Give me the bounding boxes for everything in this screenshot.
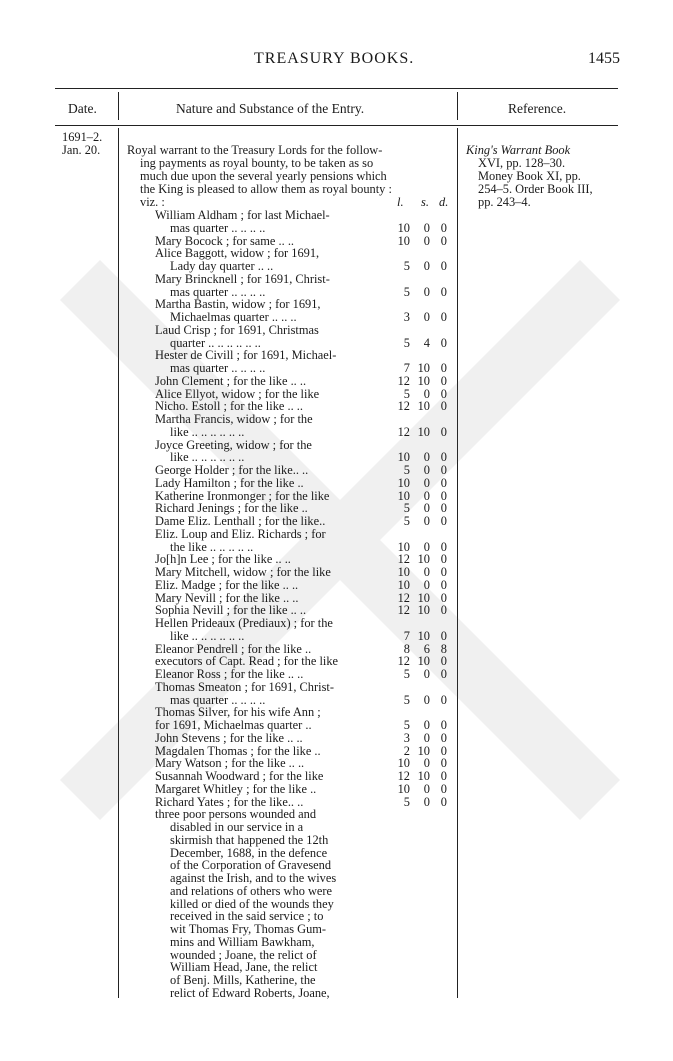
entry-pence: 0 [440, 781, 447, 796]
entry-pence: 0 [440, 577, 447, 592]
watermark-cross [60, 260, 620, 820]
table-top-rule [55, 88, 618, 89]
entry-pence: 0 [440, 603, 447, 618]
entry-pence: 0 [440, 284, 447, 299]
money-head-pounds: l. [397, 195, 404, 209]
entry-shillings: 4 [423, 335, 430, 350]
entry-pence: 0 [440, 259, 447, 273]
entry-text: Jo[h]n Lee ; for the like .. .. [155, 552, 291, 567]
entry-shillings: 0 [423, 692, 430, 707]
entry-pounds: 10 [397, 475, 410, 490]
entry-text: Eleanor Pendrell ; for the like .. [155, 641, 312, 656]
entry-text: Mary Brincknell ; for 1691, Christ- [155, 271, 330, 286]
entry-shillings: 0 [423, 463, 430, 477]
entry-text: like .. .. .. .. .. .. [170, 628, 245, 643]
entry-text: Susannah Woodward ; for the like [155, 769, 324, 783]
entry-text: Alice Ellyot, widow ; for the like [155, 386, 320, 401]
column-divider-reference [457, 92, 458, 120]
entry-pence: 0 [440, 424, 447, 439]
entry-pounds: 12 [397, 603, 410, 618]
entry-text: and relations of others who were [170, 883, 333, 898]
entry-text: mins and William Bawkham, [170, 934, 315, 949]
entry-pence: 0 [440, 514, 447, 528]
entry-text: like .. .. .. .. .. .. [170, 424, 245, 439]
reference-line: Money Book XI, pp. [478, 169, 581, 183]
entry-text: George Holder ; for the like.. .. [155, 463, 309, 477]
entry-pence: 0 [440, 756, 447, 771]
entry-shillings: 0 [423, 667, 430, 681]
entry-text: Richard Yates ; for the like.. .. [155, 794, 304, 809]
entry-text: Eliz. Madge ; for the like .. .. [155, 577, 299, 592]
entry-text: Margaret Whitley ; for the like .. [155, 781, 317, 796]
entry-text: of the Corporation of Gravesend [170, 858, 332, 873]
entry-text: Thomas Silver, for his wife Ann ; [155, 705, 321, 720]
entry-pounds: 12 [397, 399, 410, 414]
running-head-title: TREASURY BOOKS. [254, 50, 415, 67]
entry-pence: 0 [440, 501, 447, 516]
entry-pence: 0 [440, 335, 447, 350]
entry-shillings: 10 [417, 603, 430, 618]
entry-pounds: 5 [403, 463, 410, 477]
entry-pence: 0 [440, 539, 447, 554]
entry-pounds: 12 [397, 654, 410, 669]
entry-pence: 0 [440, 692, 447, 707]
entry-text: Nicho. Estoll ; for the like .. .. [155, 399, 303, 414]
entry-pence: 0 [440, 628, 447, 643]
entry-text: skirmish that happened the 12th [170, 832, 329, 847]
entry-pounds: 10 [397, 233, 410, 248]
entry-pounds: 8 [403, 641, 410, 656]
intro-line: much due upon the several yearly pensions which [140, 169, 387, 183]
entry-pounds: 10 [397, 577, 410, 592]
entry-pence: 0 [440, 399, 447, 414]
entry-pounds: 12 [397, 552, 410, 567]
entry-shillings: 0 [423, 794, 430, 809]
entry-text: quarter .. .. .. .. .. .. [170, 335, 261, 350]
entry-pounds: 5 [403, 692, 410, 707]
entry-pounds: 5 [403, 501, 410, 516]
entry-shillings: 10 [417, 424, 430, 439]
entry-text: John Stevens ; for the like .. .. [155, 730, 303, 745]
entry-text: Thomas Smeaton ; for 1691, Christ- [155, 679, 334, 694]
date-day: Jan. 20. [62, 143, 101, 157]
reference-line: King's Warrant Book [466, 143, 571, 157]
entry-shillings: 0 [423, 488, 430, 503]
entry-shillings: 10 [417, 743, 430, 758]
reference-line: 254–5. Order Book III, [478, 182, 593, 196]
entry-pence: 0 [440, 667, 447, 681]
entry-pounds: 12 [397, 373, 410, 388]
entry-text: William Head, Jane, the relict [170, 960, 318, 975]
entry-text: Eliz. Loup and Eliz. Richards ; for [155, 526, 326, 541]
entry-pounds: 12 [397, 769, 410, 783]
entry-pence: 0 [440, 220, 447, 235]
entry-text: relict of Edward Roberts, Joane, [170, 985, 330, 1000]
entry-pounds: 7 [403, 361, 410, 375]
entry-pence: 0 [440, 386, 447, 401]
entry-shillings: 0 [423, 577, 430, 592]
column-header-date: Date. [68, 101, 97, 116]
entry-shillings: 0 [423, 781, 430, 796]
entry-text: disabled in our service in a [170, 820, 304, 834]
entry-shillings: 0 [423, 730, 430, 745]
entry-shillings: 0 [423, 310, 430, 324]
entry-text: like .. .. .. .. .. .. [170, 450, 245, 465]
entry-pence: 0 [440, 450, 447, 465]
entry-pounds: 5 [403, 335, 410, 350]
column-divider-reference-body [457, 128, 458, 998]
entry-pounds: 10 [397, 220, 410, 235]
entry-pence: 0 [440, 743, 447, 758]
entry-shillings: 10 [417, 361, 430, 375]
entry-text: the like .. .. .. .. .. [170, 539, 254, 554]
column-divider-date [118, 92, 119, 120]
date-year: 1691–2. [62, 130, 103, 144]
money-head-shillings: s. [421, 195, 429, 209]
reference-line: pp. 243–4. [478, 195, 531, 209]
entry-shillings: 0 [423, 514, 430, 528]
entry-pounds: 10 [397, 781, 410, 796]
entry-pounds: 5 [403, 514, 410, 528]
entry-pence: 0 [440, 654, 447, 669]
entry-text: Laud Crisp ; for 1691, Christmas [155, 322, 319, 337]
entry-text: Katherine Ironmonger ; for the like [155, 488, 330, 503]
entry-pence: 0 [440, 565, 447, 579]
entry-pounds: 10 [397, 565, 410, 579]
entry-shillings: 0 [423, 386, 430, 401]
entry-text: Lady Hamilton ; for the like .. [155, 475, 304, 490]
entry-text: three poor persons wounded and [155, 807, 317, 822]
intro-line: viz. : [140, 195, 165, 209]
entry-shillings: 0 [423, 450, 430, 465]
entry-text: for 1691, Michaelmas quarter .. [155, 718, 312, 732]
entry-shillings: 0 [423, 259, 430, 273]
entry-text: killed or died of the wounds they [170, 896, 334, 911]
entry-shillings: 10 [417, 373, 430, 388]
entry-text: Martha Francis, widow ; for the [155, 412, 313, 426]
reference-line: XVI, pp. 128–30. [478, 156, 566, 170]
entry-pence: 0 [440, 730, 447, 745]
entry-pounds: 5 [403, 386, 410, 401]
entry-text: wit Thomas Fry, Thomas Gum- [170, 922, 327, 936]
entry-shillings: 0 [423, 233, 430, 248]
entry-text: Mary Mitchell, widow ; for the like [155, 565, 331, 579]
entry-text: Martha Bastin, widow ; for 1691, [155, 297, 321, 312]
entry-text: Joyce Greeting, widow ; for the [155, 437, 312, 452]
entry-pence: 0 [440, 794, 447, 809]
entry-pounds: 7 [403, 628, 410, 643]
entry-shillings: 10 [417, 552, 430, 567]
entry-pounds: 5 [403, 794, 410, 809]
entry-text: mas quarter .. .. .. .. [170, 220, 266, 235]
entry-pounds: 5 [403, 259, 410, 273]
entry-shillings: 0 [423, 565, 430, 579]
entry-shillings: 0 [423, 539, 430, 554]
entry-text: Michaelmas quarter .. .. .. [170, 310, 297, 324]
entry-shillings: 10 [417, 399, 430, 414]
intro-line: ing payments as royal bounty, to be taken as so [140, 156, 374, 170]
entry-pounds: 12 [397, 424, 410, 439]
entry-text: Lady day quarter .. .. [170, 259, 274, 273]
entry-pence: 0 [440, 590, 447, 605]
entry-pence: 0 [440, 463, 447, 477]
entry-pence: 0 [440, 233, 447, 248]
entry-pence: 0 [440, 718, 447, 732]
entry-text: against the Irish, and to the wives [170, 871, 337, 885]
table-header-rule [55, 125, 618, 126]
entry-shillings: 10 [417, 628, 430, 643]
entry-text: Alice Baggott, widow ; for 1691, [155, 246, 320, 261]
entry-text: received in the said service ; to [170, 909, 324, 924]
entry-pounds: 5 [403, 718, 410, 732]
entry-pounds: 10 [397, 539, 410, 554]
entry-pence: 0 [440, 488, 447, 503]
entry-text: Dame Eliz. Lenthall ; for the like.. [155, 514, 326, 528]
entry-text: Richard Jenings ; for the like .. [155, 501, 308, 516]
entry-shillings: 10 [417, 590, 430, 605]
column-header-reference: Reference. [508, 101, 567, 116]
entry-shillings: 0 [423, 284, 430, 299]
entry-text: executors of Capt. Read ; for the like [155, 654, 339, 669]
entry-pounds: 5 [403, 667, 410, 681]
entry-pence: 0 [440, 552, 447, 567]
intro-line: Royal warrant to the Treasury Lords for the follow- [127, 143, 383, 157]
entry-shillings: 0 [423, 220, 430, 235]
entry-shillings: 0 [423, 501, 430, 516]
entry-pounds: 2 [403, 743, 410, 758]
entry-shillings: 6 [423, 641, 430, 656]
entry-text: December, 1688, in the defence [170, 845, 328, 860]
entry-text: Sophia Nevill ; for the like .. .. [155, 603, 307, 618]
entry-text: Mary Watson ; for the like .. .. [155, 756, 305, 771]
entry-pence: 0 [440, 361, 447, 375]
entry-shillings: 0 [423, 756, 430, 771]
entry-pounds: 3 [403, 310, 410, 324]
money-head-pence: d. [439, 195, 449, 209]
entry-text: Eleanor Ross ; for the like .. .. [155, 667, 304, 681]
intro-line: the King is pleased to allow them as royal bounty : [140, 182, 392, 196]
entry-text: Hester de Civill ; for 1691, Michael- [155, 348, 337, 363]
entry-text: mas quarter .. .. .. .. [170, 692, 266, 707]
entry-text: mas quarter .. .. .. .. [170, 361, 266, 375]
column-header-nature: Nature and Substance of the Entry. [176, 101, 365, 116]
entry-shillings: 0 [423, 718, 430, 732]
entry-pence: 0 [440, 769, 447, 783]
entry-pounds: 3 [403, 730, 410, 745]
entry-text: Mary Bocock ; for same .. .. [155, 233, 295, 248]
entry-text: Magdalen Thomas ; for the like .. [155, 743, 321, 758]
column-divider-date-body [118, 128, 119, 998]
entry-pounds: 10 [397, 488, 410, 503]
entry-text: William Aldham ; for last Michael- [155, 208, 330, 222]
entry-shillings: 10 [417, 654, 430, 669]
entry-pounds: 5 [403, 284, 410, 299]
entry-pounds: 12 [397, 590, 410, 605]
entry-pounds: 10 [397, 450, 410, 465]
entry-text: Hellen Prideaux (Prediaux) ; for the [155, 616, 333, 630]
entry-text: mas quarter .. .. .. .. [170, 284, 266, 299]
entry-pence: 0 [440, 475, 447, 490]
entry-shillings: 0 [423, 475, 430, 490]
entry-pence: 0 [440, 310, 447, 324]
entry-text: John Clement ; for the like .. .. [155, 373, 307, 388]
entry-text: Mary Nevill ; for the like .. .. [155, 590, 299, 605]
entry-text: wounded ; Joane, the relict of [170, 947, 317, 962]
entry-shillings: 10 [417, 769, 430, 783]
entry-pounds: 10 [397, 756, 410, 771]
page-number: 1455 [588, 50, 620, 67]
entry-pence: 0 [440, 373, 447, 388]
entry-pence: 8 [440, 641, 447, 656]
entry-text: of Benj. Mills, Katherine, the [170, 973, 316, 987]
